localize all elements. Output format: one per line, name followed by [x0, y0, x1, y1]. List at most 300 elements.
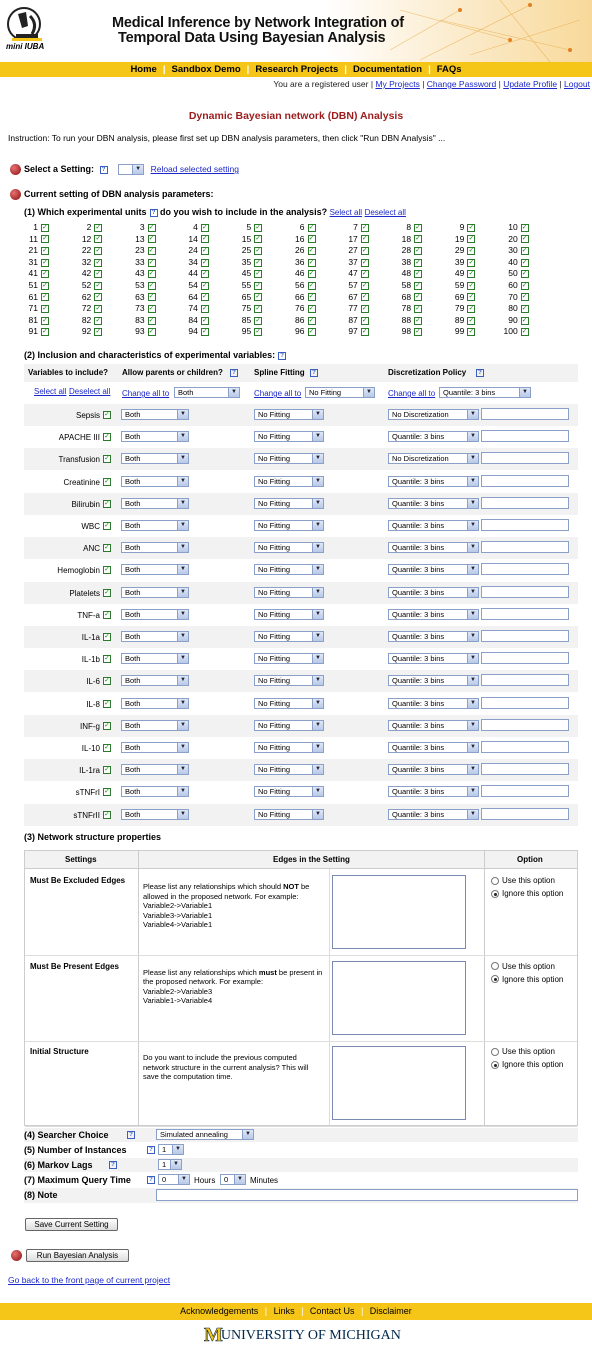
help-icon[interactable]: ? — [147, 1146, 155, 1154]
parents-select[interactable]: Both ▼ — [121, 675, 189, 686]
spline-select[interactable]: No Fitting ▼ — [254, 720, 324, 731]
unit-checkbox-item[interactable] — [49, 245, 102, 255]
unit-checkbox-item[interactable] — [103, 326, 156, 336]
disc-select[interactable]: Quantile: 3 bins ▼ — [388, 653, 479, 664]
unit-checkbox[interactable]: ✓ — [42, 235, 48, 243]
parents-select[interactable]: Both ▼ — [121, 698, 189, 709]
unit-checkbox[interactable]: ✓ — [521, 293, 528, 301]
help-icon[interactable]: ? — [150, 209, 158, 217]
spline-select[interactable]: No Fitting ▼ — [254, 498, 324, 509]
unit-checkbox[interactable]: ✓ — [415, 328, 422, 336]
unit-checkbox-item[interactable] — [263, 315, 316, 325]
unit-checkbox[interactable]: ✓ — [42, 293, 48, 301]
variable-checkbox[interactable]: ✓ — [104, 566, 110, 574]
spline-select[interactable]: No Fitting ▼ — [254, 587, 324, 598]
unit-checkbox-item[interactable] — [422, 280, 475, 290]
unit-checkbox-item[interactable] — [103, 222, 156, 232]
unit-checkbox-item[interactable] — [156, 234, 209, 244]
parents-select[interactable]: Both ▼ — [121, 742, 189, 753]
change-all-spline-select[interactable]: No Fitting ▼ — [305, 387, 375, 398]
unit-checkbox-item[interactable] — [369, 245, 422, 255]
unit-checkbox[interactable]: ✓ — [361, 304, 368, 312]
parents-select[interactable]: Both ▼ — [121, 809, 189, 820]
spline-select[interactable]: No Fitting ▼ — [254, 609, 324, 620]
units-deselect-all[interactable]: Deselect all — [364, 208, 406, 217]
disc-select[interactable]: Quantile: 3 bins ▼ — [388, 564, 479, 575]
unit-checkbox[interactable]: ✓ — [95, 281, 102, 289]
unit-checkbox-item[interactable] — [209, 234, 262, 244]
unit-checkbox[interactable]: ✓ — [415, 235, 422, 243]
unit-checkbox-item[interactable] — [209, 245, 262, 255]
unit-checkbox-item[interactable] — [156, 245, 209, 255]
parents-select[interactable]: Both ▼ — [121, 431, 189, 442]
unit-checkbox[interactable]: ✓ — [201, 293, 208, 301]
unit-checkbox-item[interactable] — [103, 234, 156, 244]
unit-checkbox-item[interactable] — [316, 326, 369, 336]
parents-select[interactable]: Both ▼ — [121, 498, 189, 509]
use-option-radio[interactable]: Use this option — [491, 1047, 555, 1056]
unit-checkbox-item[interactable] — [209, 268, 262, 278]
unit-checkbox[interactable]: ✓ — [255, 235, 262, 243]
unit-checkbox[interactable]: ✓ — [521, 281, 528, 289]
unit-checkbox[interactable]: ✓ — [521, 235, 528, 243]
unit-checkbox[interactable]: ✓ — [95, 328, 102, 336]
edges-textarea[interactable] — [332, 961, 466, 1035]
disc-param-input[interactable] — [481, 408, 569, 420]
spline-select[interactable]: No Fitting ▼ — [254, 742, 324, 753]
help-icon[interactable]: ? — [230, 369, 238, 377]
variable-checkbox[interactable]: ✓ — [104, 499, 110, 507]
unit-checkbox[interactable]: ✓ — [201, 246, 208, 254]
unit-checkbox[interactable]: ✓ — [361, 270, 368, 278]
disc-select[interactable]: Quantile: 3 bins ▼ — [388, 675, 479, 686]
unit-checkbox[interactable]: ✓ — [415, 316, 422, 324]
spline-select[interactable]: No Fitting ▼ — [254, 698, 324, 709]
spline-select[interactable]: No Fitting ▼ — [254, 520, 324, 531]
unit-checkbox-item[interactable] — [0, 268, 49, 278]
unit-checkbox-item[interactable] — [0, 245, 49, 255]
change-all-disc-select[interactable]: Quantile: 3 bins ▼ — [439, 387, 531, 398]
nav-research-projects[interactable]: Research Projects — [255, 64, 339, 75]
unit-checkbox[interactable]: ✓ — [95, 304, 102, 312]
unit-checkbox-item[interactable] — [0, 292, 49, 302]
disc-param-input[interactable] — [481, 452, 569, 464]
unit-checkbox-item[interactable] — [156, 326, 209, 336]
disc-select[interactable]: Quantile: 3 bins ▼ — [388, 742, 479, 753]
variable-checkbox[interactable]: ✓ — [104, 721, 110, 729]
markov-select[interactable]: 1 ▼ — [158, 1159, 182, 1170]
unit-checkbox[interactable]: ✓ — [95, 293, 102, 301]
unit-checkbox[interactable]: ✓ — [361, 293, 368, 301]
unit-checkbox-item[interactable] — [49, 326, 102, 336]
unit-checkbox[interactable]: ✓ — [308, 270, 315, 278]
unit-checkbox-item[interactable] — [476, 303, 529, 313]
parents-select[interactable]: Both ▼ — [121, 631, 189, 642]
spline-select[interactable]: No Fitting ▼ — [254, 631, 324, 642]
disc-param-input[interactable] — [481, 808, 569, 820]
spline-select[interactable]: No Fitting ▼ — [254, 809, 324, 820]
unit-checkbox-item[interactable] — [156, 222, 209, 232]
unit-checkbox-item[interactable] — [209, 303, 262, 313]
unit-checkbox[interactable]: ✓ — [42, 316, 48, 324]
unit-checkbox[interactable]: ✓ — [468, 258, 475, 266]
unit-checkbox-item[interactable] — [369, 268, 422, 278]
unit-checkbox[interactable]: ✓ — [148, 258, 155, 266]
disc-param-input[interactable] — [481, 763, 569, 775]
unit-checkbox[interactable]: ✓ — [361, 258, 368, 266]
unit-checkbox[interactable]: ✓ — [361, 235, 368, 243]
unit-checkbox[interactable]: ✓ — [42, 270, 48, 278]
unit-checkbox[interactable]: ✓ — [308, 304, 315, 312]
unit-checkbox[interactable]: ✓ — [148, 316, 155, 324]
unit-checkbox-item[interactable] — [49, 280, 102, 290]
unit-checkbox[interactable]: ✓ — [95, 223, 102, 231]
reload-setting-link[interactable]: Reload selected setting — [150, 164, 239, 174]
parents-select[interactable]: Both ▼ — [121, 587, 189, 598]
change-all-parents[interactable]: Change all to — [122, 389, 170, 398]
unit-checkbox[interactable]: ✓ — [201, 258, 208, 266]
unit-checkbox-item[interactable] — [263, 292, 316, 302]
variable-checkbox[interactable]: ✓ — [104, 477, 110, 485]
unit-checkbox-item[interactable] — [156, 315, 209, 325]
spline-select[interactable]: No Fitting ▼ — [254, 453, 324, 464]
disc-select[interactable]: No Discretization ▼ — [388, 453, 479, 464]
unit-checkbox-item[interactable] — [422, 315, 475, 325]
disc-select[interactable]: Quantile: 3 bins ▼ — [388, 786, 479, 797]
unit-checkbox-item[interactable] — [369, 234, 422, 244]
unit-checkbox-item[interactable] — [209, 292, 262, 302]
unit-checkbox[interactable]: ✓ — [468, 293, 475, 301]
unit-checkbox-item[interactable] — [476, 268, 529, 278]
unit-checkbox[interactable]: ✓ — [308, 293, 315, 301]
spline-select[interactable]: No Fitting ▼ — [254, 653, 324, 664]
unit-checkbox[interactable]: ✓ — [521, 258, 528, 266]
unit-checkbox[interactable]: ✓ — [308, 258, 315, 266]
unit-checkbox-item[interactable] — [369, 222, 422, 232]
unit-checkbox[interactable]: ✓ — [201, 235, 208, 243]
help-icon[interactable]: ? — [278, 352, 286, 360]
searcher-select[interactable]: Simulated annealing ▼ — [156, 1129, 254, 1140]
unit-checkbox-item[interactable] — [476, 280, 529, 290]
disc-param-input[interactable] — [481, 430, 569, 442]
unit-checkbox[interactable]: ✓ — [521, 328, 528, 336]
variable-checkbox[interactable]: ✓ — [104, 610, 110, 618]
run-analysis-button[interactable]: Run Bayesian Analysis — [26, 1249, 129, 1262]
disc-param-input[interactable] — [481, 741, 569, 753]
unit-checkbox-item[interactable] — [156, 268, 209, 278]
footer-links[interactable]: Links — [273, 1306, 295, 1316]
disc-select[interactable]: Quantile: 3 bins ▼ — [388, 431, 479, 442]
unit-checkbox-item[interactable] — [0, 222, 49, 232]
spline-select[interactable]: No Fitting ▼ — [254, 764, 324, 775]
unit-checkbox[interactable]: ✓ — [521, 304, 528, 312]
unit-checkbox-item[interactable] — [0, 315, 49, 325]
spline-select[interactable]: No Fitting ▼ — [254, 542, 324, 553]
unit-checkbox-item[interactable] — [422, 326, 475, 336]
unit-checkbox[interactable]: ✓ — [255, 316, 262, 324]
unit-checkbox[interactable]: ✓ — [42, 281, 48, 289]
disc-select[interactable]: Quantile: 3 bins ▼ — [388, 520, 479, 531]
unit-checkbox[interactable]: ✓ — [415, 258, 422, 266]
unit-checkbox[interactable]: ✓ — [415, 281, 422, 289]
variable-checkbox[interactable]: ✓ — [104, 633, 110, 640]
unit-checkbox-item[interactable] — [209, 257, 262, 267]
unit-checkbox[interactable]: ✓ — [255, 223, 262, 231]
unit-checkbox-item[interactable] — [49, 257, 102, 267]
unit-checkbox[interactable]: ✓ — [42, 258, 48, 266]
unit-checkbox-item[interactable] — [422, 257, 475, 267]
unit-checkbox[interactable]: ✓ — [42, 223, 48, 231]
variable-checkbox[interactable]: ✓ — [104, 433, 110, 441]
unit-checkbox-item[interactable] — [263, 268, 316, 278]
edges-textarea[interactable] — [332, 1046, 466, 1120]
disc-param-input[interactable] — [481, 630, 569, 642]
nav-documentation[interactable]: Documentation — [352, 64, 423, 75]
spline-select[interactable]: No Fitting ▼ — [254, 431, 324, 442]
disc-param-input[interactable] — [481, 541, 569, 553]
disc-select[interactable]: Quantile: 3 bins ▼ — [388, 587, 479, 598]
unit-checkbox[interactable]: ✓ — [308, 223, 315, 231]
unit-checkbox[interactable]: ✓ — [255, 304, 262, 312]
footer-disclaimer[interactable]: Disclaimer — [369, 1306, 412, 1316]
unit-checkbox-item[interactable] — [209, 326, 262, 336]
unit-checkbox-item[interactable] — [0, 303, 49, 313]
change-all-disc[interactable]: Change all to — [388, 389, 436, 398]
unit-checkbox-item[interactable] — [263, 303, 316, 313]
unit-checkbox[interactable]: ✓ — [255, 258, 262, 266]
unit-checkbox[interactable]: ✓ — [361, 223, 368, 231]
unit-checkbox[interactable]: ✓ — [415, 223, 422, 231]
unit-checkbox[interactable]: ✓ — [148, 223, 155, 231]
units-select-all[interactable]: Select all — [329, 208, 363, 217]
unit-checkbox[interactable]: ✓ — [468, 246, 475, 254]
unit-checkbox-item[interactable] — [0, 326, 49, 336]
unit-checkbox-item[interactable] — [316, 280, 369, 290]
change-all-spline[interactable]: Change all to — [254, 389, 302, 398]
unit-checkbox[interactable]: ✓ — [148, 304, 155, 312]
unit-checkbox-item[interactable] — [49, 315, 102, 325]
disc-param-input[interactable] — [481, 674, 569, 686]
disc-param-input[interactable] — [481, 697, 569, 709]
parents-select[interactable]: Both ▼ — [121, 786, 189, 797]
help-icon[interactable]: ? — [310, 369, 318, 377]
unit-checkbox[interactable]: ✓ — [255, 328, 262, 336]
variable-checkbox[interactable]: ✓ — [104, 544, 110, 552]
unit-checkbox[interactable]: ✓ — [468, 270, 475, 278]
unit-checkbox[interactable]: ✓ — [308, 235, 315, 243]
footer-contact-us[interactable]: Contact Us — [309, 1306, 355, 1316]
unit-checkbox-item[interactable] — [103, 303, 156, 313]
disc-select[interactable]: No Discretization ▼ — [388, 409, 479, 420]
variable-checkbox[interactable]: ✓ — [104, 699, 110, 707]
parents-select[interactable]: Both ▼ — [121, 609, 189, 620]
help-icon[interactable]: ? — [127, 1131, 135, 1139]
unit-checkbox-item[interactable] — [316, 292, 369, 302]
unit-checkbox[interactable]: ✓ — [148, 246, 155, 254]
change-all-parents-select[interactable]: Both ▼ — [174, 387, 240, 398]
unit-checkbox[interactable]: ✓ — [95, 316, 102, 324]
unit-checkbox-item[interactable] — [369, 292, 422, 302]
disc-select[interactable]: Quantile: 3 bins ▼ — [388, 631, 479, 642]
unit-checkbox-item[interactable] — [316, 245, 369, 255]
unit-checkbox-item[interactable] — [316, 303, 369, 313]
unit-checkbox[interactable]: ✓ — [201, 223, 208, 231]
unit-checkbox-item[interactable] — [0, 280, 49, 290]
unit-checkbox-item[interactable] — [156, 257, 209, 267]
unit-checkbox-item[interactable] — [49, 268, 102, 278]
unit-checkbox-item[interactable] — [422, 303, 475, 313]
unit-checkbox-item[interactable] — [422, 222, 475, 232]
ignore-option-radio[interactable]: Ignore this option — [491, 889, 563, 898]
unit-checkbox[interactable]: ✓ — [201, 281, 208, 289]
nav-sandbox-demo[interactable]: Sandbox Demo — [171, 64, 241, 75]
disc-param-input[interactable] — [481, 586, 569, 598]
disc-select[interactable]: Quantile: 3 bins ▼ — [388, 498, 479, 509]
unit-checkbox-item[interactable] — [369, 303, 422, 313]
unit-checkbox[interactable]: ✓ — [148, 293, 155, 301]
unit-checkbox[interactable]: ✓ — [521, 223, 528, 231]
variable-checkbox[interactable]: ✓ — [104, 788, 110, 796]
disc-param-input[interactable] — [481, 719, 569, 731]
unit-checkbox-item[interactable] — [49, 222, 102, 232]
unit-checkbox-item[interactable] — [476, 292, 529, 302]
unit-checkbox-item[interactable] — [0, 234, 49, 244]
parents-select[interactable]: Both ▼ — [121, 542, 189, 553]
unit-checkbox[interactable]: ✓ — [148, 328, 155, 336]
unit-checkbox-item[interactable] — [209, 280, 262, 290]
unit-checkbox-item[interactable] — [476, 315, 529, 325]
unit-checkbox[interactable]: ✓ — [201, 328, 208, 336]
unit-checkbox[interactable]: ✓ — [42, 328, 48, 336]
unit-checkbox-item[interactable] — [263, 222, 316, 232]
spline-select[interactable]: No Fitting ▼ — [254, 786, 324, 797]
logout-link[interactable]: Logout — [564, 79, 590, 89]
unit-checkbox[interactable]: ✓ — [308, 316, 315, 324]
unit-checkbox-item[interactable] — [476, 257, 529, 267]
ignore-option-radio[interactable]: Ignore this option — [491, 1060, 563, 1069]
unit-checkbox-item[interactable] — [476, 326, 529, 336]
unit-checkbox-item[interactable] — [49, 292, 102, 302]
unit-checkbox[interactable]: ✓ — [201, 270, 208, 278]
parents-select[interactable]: Both ▼ — [121, 453, 189, 464]
spline-select[interactable]: No Fitting ▼ — [254, 564, 324, 575]
hours-select[interactable]: 0 ▼ — [158, 1174, 190, 1185]
unit-checkbox-item[interactable] — [263, 234, 316, 244]
unit-checkbox-item[interactable] — [49, 303, 102, 313]
unit-checkbox-item[interactable] — [263, 280, 316, 290]
use-option-radio[interactable]: Use this option — [491, 876, 555, 885]
unit-checkbox-item[interactable] — [369, 326, 422, 336]
parents-select[interactable]: Both ▼ — [121, 520, 189, 531]
variable-checkbox[interactable]: ✓ — [104, 455, 110, 463]
unit-checkbox-item[interactable] — [263, 245, 316, 255]
unit-checkbox[interactable]: ✓ — [361, 246, 368, 254]
variable-checkbox[interactable]: ✓ — [104, 677, 110, 685]
unit-checkbox[interactable]: ✓ — [468, 281, 475, 289]
unit-checkbox[interactable]: ✓ — [415, 293, 422, 301]
unit-checkbox[interactable]: ✓ — [201, 316, 208, 324]
variable-checkbox[interactable]: ✓ — [104, 655, 110, 663]
unit-checkbox-item[interactable] — [103, 245, 156, 255]
variable-checkbox[interactable]: ✓ — [104, 588, 110, 596]
unit-checkbox[interactable]: ✓ — [468, 304, 475, 312]
vars-select-all[interactable]: Select all — [34, 387, 67, 396]
variable-checkbox[interactable]: ✓ — [104, 810, 110, 818]
my-projects-link[interactable]: My Projects — [375, 79, 420, 89]
unit-checkbox[interactable]: ✓ — [255, 281, 262, 289]
parents-select[interactable]: Both ▼ — [121, 476, 189, 487]
um-logo[interactable] — [204, 1324, 401, 1347]
disc-param-input[interactable] — [481, 785, 569, 797]
unit-checkbox-item[interactable] — [316, 222, 369, 232]
unit-checkbox-item[interactable] — [0, 257, 49, 267]
unit-checkbox-item[interactable] — [263, 326, 316, 336]
edges-textarea[interactable] — [332, 875, 466, 949]
use-option-radio[interactable]: Use this option — [491, 962, 555, 971]
disc-select[interactable]: Quantile: 3 bins ▼ — [388, 809, 479, 820]
nav-home[interactable]: Home — [130, 64, 157, 75]
unit-checkbox[interactable]: ✓ — [148, 270, 155, 278]
unit-checkbox-item[interactable] — [103, 268, 156, 278]
disc-param-input[interactable] — [481, 652, 569, 664]
unit-checkbox-item[interactable] — [369, 280, 422, 290]
unit-checkbox-item[interactable] — [103, 257, 156, 267]
unit-checkbox[interactable]: ✓ — [308, 281, 315, 289]
unit-checkbox-item[interactable] — [103, 280, 156, 290]
unit-checkbox-item[interactable] — [103, 292, 156, 302]
update-profile-link[interactable]: Update Profile — [503, 79, 558, 89]
unit-checkbox-item[interactable] — [156, 280, 209, 290]
unit-checkbox-item[interactable] — [209, 315, 262, 325]
variable-checkbox[interactable]: ✓ — [104, 411, 110, 418]
variable-checkbox[interactable]: ✓ — [104, 766, 110, 774]
unit-checkbox[interactable]: ✓ — [308, 246, 315, 254]
unit-checkbox[interactable]: ✓ — [201, 304, 208, 312]
disc-param-input[interactable] — [481, 563, 569, 575]
back-link[interactable]: Go back to the front page of current project — [8, 1275, 171, 1285]
parents-select[interactable]: Both ▼ — [121, 720, 189, 731]
unit-checkbox-item[interactable] — [476, 222, 529, 232]
unit-checkbox[interactable]: ✓ — [521, 270, 528, 278]
disc-select[interactable]: Quantile: 3 bins ▼ — [388, 542, 479, 553]
unit-checkbox-item[interactable] — [476, 245, 529, 255]
unit-checkbox[interactable]: ✓ — [415, 246, 422, 254]
unit-checkbox[interactable]: ✓ — [415, 304, 422, 312]
nav-faqs[interactable]: FAQs — [436, 64, 462, 75]
help-icon[interactable]: ? — [476, 369, 484, 377]
disc-select[interactable]: Quantile: 3 bins ▼ — [388, 720, 479, 731]
unit-checkbox-item[interactable] — [316, 315, 369, 325]
disc-select[interactable]: Quantile: 3 bins ▼ — [388, 764, 479, 775]
unit-checkbox-item[interactable] — [209, 222, 262, 232]
unit-checkbox-item[interactable] — [422, 245, 475, 255]
disc-param-input[interactable] — [481, 608, 569, 620]
unit-checkbox-item[interactable] — [316, 234, 369, 244]
vars-deselect-all[interactable]: Deselect all — [69, 387, 111, 396]
unit-checkbox[interactable]: ✓ — [468, 223, 475, 231]
unit-checkbox[interactable]: ✓ — [415, 270, 422, 278]
help-icon[interactable]: ? — [109, 1161, 117, 1169]
variable-checkbox[interactable]: ✓ — [104, 522, 110, 529]
parents-select[interactable]: Both ▼ — [121, 764, 189, 775]
disc-select[interactable]: Quantile: 3 bins ▼ — [388, 609, 479, 620]
unit-checkbox-item[interactable] — [263, 257, 316, 267]
unit-checkbox[interactable]: ✓ — [521, 246, 528, 254]
unit-checkbox[interactable]: ✓ — [255, 270, 262, 278]
unit-checkbox-item[interactable] — [422, 268, 475, 278]
unit-checkbox[interactable]: ✓ — [255, 293, 262, 301]
parents-select[interactable]: Both ▼ — [121, 409, 189, 420]
